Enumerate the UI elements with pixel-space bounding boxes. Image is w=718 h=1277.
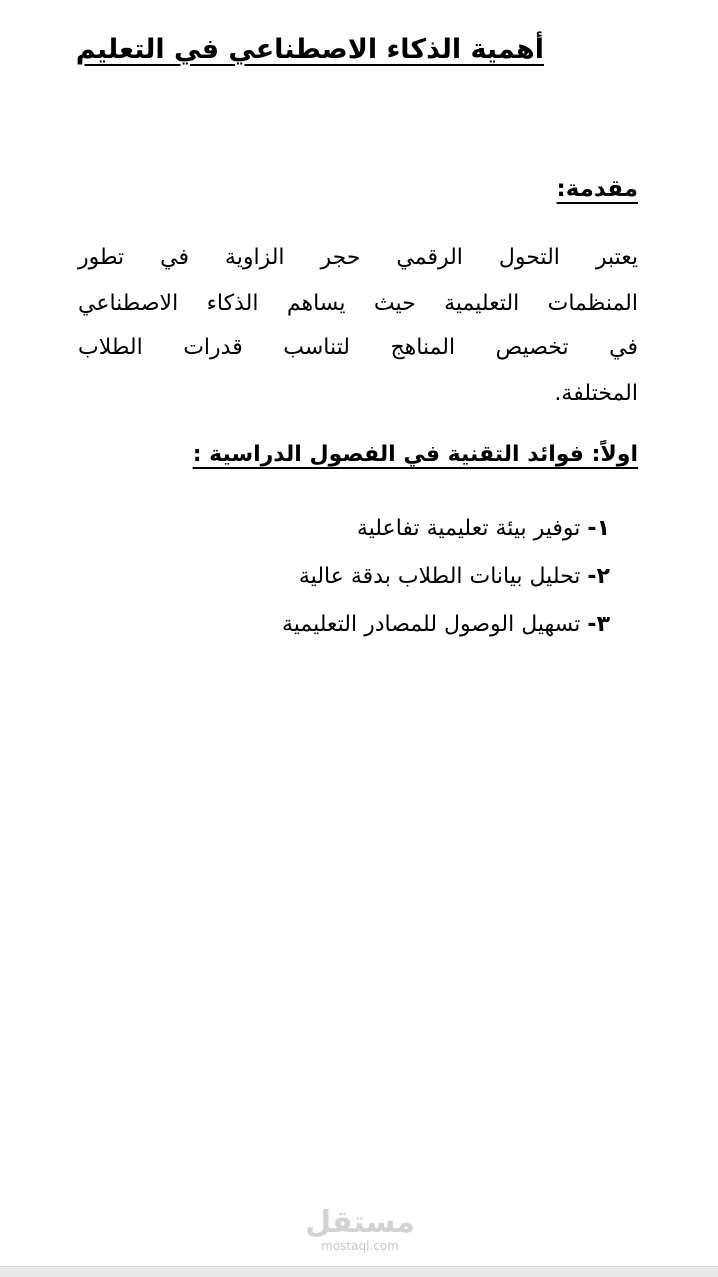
intro-heading: مقدمة: [556,176,638,202]
intro-line-4: المختلفة. [554,381,638,406]
list-item-text: تسهيل الوصول للمصادر التعليمية [281,612,581,637]
list-item-number: ٣- [587,612,610,637]
list-item [282,601,610,649]
section-heading: اولاً: فوائد التقنية في الفصول الدراسية : [192,442,638,467]
document-title: أهمية الذكاء الاصطناعي في التعليم [75,34,544,65]
list-item [282,553,610,601]
list-item-number: ٢- [587,564,610,589]
intro-line-2: المنظمات التعليمية حيث يساهم الذكاء الاصطناعي [78,291,638,316]
benefits-list [282,505,610,649]
bottom-edge-bar [0,1266,718,1277]
list-item-number: ١- [587,516,610,541]
intro-line-3: في تخصيص المناهج لتناسب قدرات الطلاب [78,335,638,360]
list-item-text: تحليل بيانات الطلاب بدقة عالية [298,564,581,589]
watermark-logo: مستقل [305,1205,415,1240]
watermark-url: mostaql.com [321,1239,399,1253]
list-item-text: توفير بيئة تعليمية تفاعلية [356,516,581,541]
mostaql-watermark [300,1206,420,1252]
list-item [282,505,610,553]
intro-line-1: يعتبر التحول الرقمي حجر الزاوية في تطور [78,245,638,270]
